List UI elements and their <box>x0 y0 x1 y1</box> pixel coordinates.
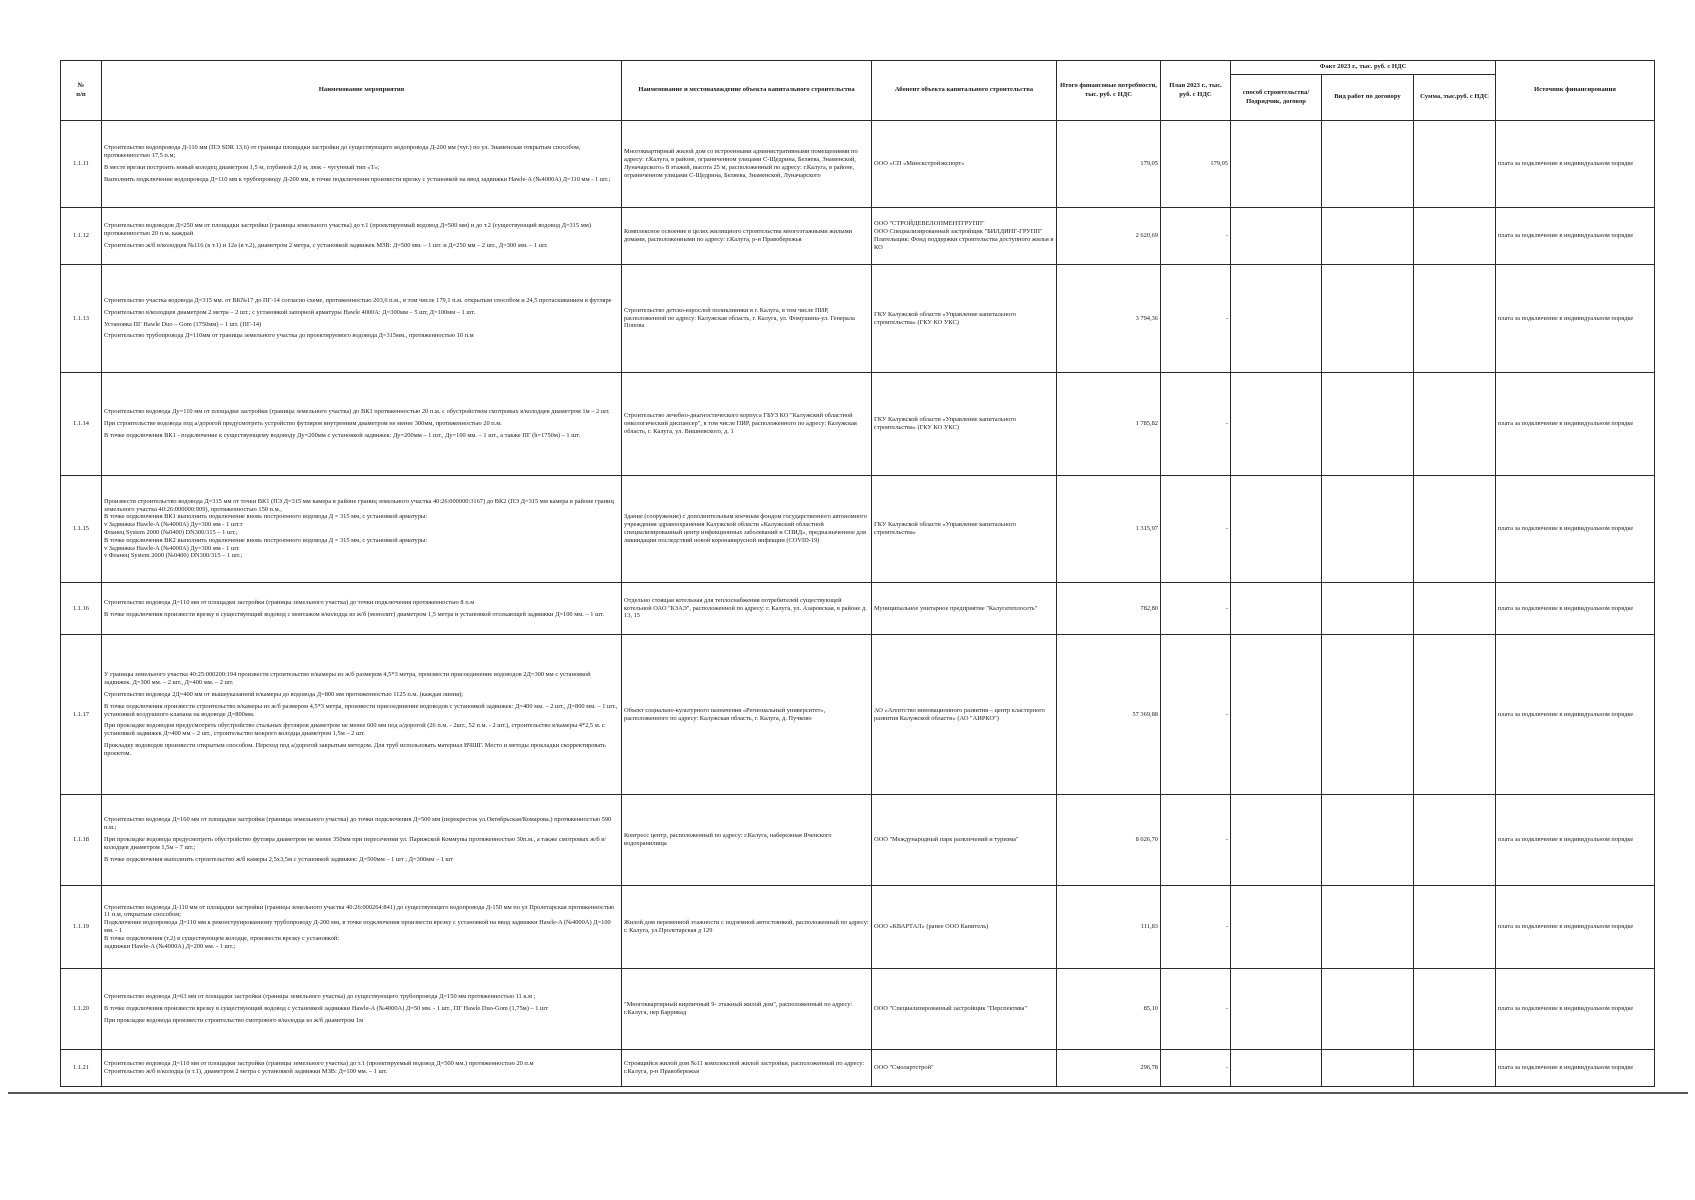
funding-source: плата за подключение в индивидуальном порядке <box>1496 635 1655 795</box>
event-description <box>102 373 622 476</box>
object-description: "Многоквартирный кирпичный 9- этажный жилой дом", расположенный по адресу: г.Калуга, пер Баррикад <box>622 969 872 1050</box>
event-paragraph: Строительство водовода Д=110 мм от площадки застройки (границы земельного участка) до точки подключения протяженностью 8 п.м <box>104 598 475 606</box>
subscriber-name: ООО «СП «Минскстройэкспорт» <box>872 121 1057 208</box>
event-paragraph: Строительство водоводов Д=250 мм от площадки застройки (границы земельного участка) до т.1 (проектируемый водовод Д=500 мм) и до т.2 (существующий водовод Д=315 мм) протяженностью 20 п.м. каждый <box>104 222 591 238</box>
plan-2023-amount: - <box>1161 795 1231 886</box>
table-row <box>61 121 1655 208</box>
total-amount: 3 794,36 <box>1057 265 1161 373</box>
row-number: 1.1.21 <box>61 1050 102 1087</box>
event-paragraph: В точке подключения произвести строительство в/камеры из ж/б размером 4,5*3 метра, произвести присоединение водоводов с установкой задвижек: Д=400 мм. – 2 шт., Д=800 мм. – 1 шт., установкой воздушного клапана на водоводе Д=800мм. <box>104 702 618 718</box>
row-number: 1.1.17 <box>61 635 102 795</box>
fact-sum-cell <box>1414 265 1496 373</box>
table-row <box>61 208 1655 265</box>
funding-source: плата за подключение в индивидуальном порядке <box>1496 583 1655 635</box>
object-description: Здание (сооружение) с дополнительным коечным фондом государственного автономного учреждения здравоохранения Калужской области «Калужский областной специализированный центр инфекционных заболеваний и СПИД», предназначенное для ликвидации последствий новой коронавирусной инфекции (COVID-19) <box>622 476 872 583</box>
total-amount: 8 026,70 <box>1057 795 1161 886</box>
fact-method-cell <box>1231 208 1322 265</box>
event-paragraph: v Задвижка Hawle-A (№4000А) Ду=300 мм - 1 шт.т <box>104 521 243 529</box>
total-amount: 179,05 <box>1057 121 1161 208</box>
fact-method-cell <box>1231 795 1322 886</box>
total-amount: 85,10 <box>1057 969 1161 1050</box>
fact-sum-cell <box>1414 635 1496 795</box>
row-number: 1.1.16 <box>61 583 102 635</box>
event-paragraph: Строительство водовода Ду=110 мм от площадки застройки (границы земельного участка) до ВК1 протяженностью 20 п.м. с обустройством смотровых в/колодцев диаметром 1м – 2 шт. <box>104 408 610 416</box>
event-paragraph: Строительство ж/б в/колодцев №116 (в т.1) и 12а (в т.2), диаметром 2 метра, с установкой задвижек МЗВ: Д=500 мм. – 1 шт. и Д=250 мм – 2 шт., Д=300 мм. – 1 шт. <box>104 241 548 249</box>
event-description <box>102 795 622 886</box>
subscriber-name: ООО "Смолартстрой" <box>872 1050 1057 1087</box>
event-description <box>102 583 622 635</box>
plan-2023-amount: - <box>1161 969 1231 1050</box>
event-paragraph: задвижки Hawle-A (№4000А) Д=200 мм. - 1 шт.; <box>104 942 236 950</box>
subscriber-name: ООО "Международный парк развлечений и туризма" <box>872 795 1057 886</box>
event-paragraph: В точке подключения ВК1 - подключение к существующему водоводу Ду=200мм с установкой задвижек: Ду=200мм – 1 шт., Ду=100 мм. – 1 шт., а также ПГ (h=1750м) – 1 шт. <box>104 431 581 439</box>
subscriber-name: ООО "Специализированный застройщик "Перспектива" <box>872 969 1057 1050</box>
event-description <box>102 1050 622 1087</box>
event-paragraph: Установка ПГ Hawle Duo – Gom (1750мм) – 1 шт. (ПГ-14) <box>104 320 262 328</box>
header-plan: План 2023 г., тыс. руб. с НДС <box>1161 61 1231 121</box>
event-description <box>102 208 622 265</box>
object-description: Жилой дом переменной этажности с подземной автостоянкой, расположенный по адресу: г. Калуга, ул.Пролетарская д 129 <box>622 886 872 969</box>
plan-2023-amount: - <box>1161 265 1231 373</box>
row-number: 1.1.19 <box>61 886 102 969</box>
object-description: Строящийся жилой дом №11 комплексной жилой застройки, расположенный по адресу: г.Калуга, р-н Правобережья <box>622 1050 872 1087</box>
fact-method-cell <box>1231 635 1322 795</box>
funding-source: плата за подключение в индивидуальном порядке <box>1496 265 1655 373</box>
fact-method-cell <box>1231 476 1322 583</box>
row-number: 1.1.18 <box>61 795 102 886</box>
event-paragraph: Строительство участка водовода Д=315 мм. от ВК№17 до ПГ-14 согласно схеме, протяженностью 203,6 п.м., в том числе 179,1 п.м. открытым способом и 24,5 протаскиванием в футляре <box>104 296 612 304</box>
object-description: Многоквартирный жилой дом со встроенными административными помещениями по адресу: г.Калуга, в районе, ограниченном улицами С-Щедрина, Беляева, Знаменской, Луначарского» 8 этажей, высота 25 м, расположенный по адресу: г.Калуга, в районе, ограниченном улицами С-Щедрина, Беляева, Знаменской, Луначарского <box>622 121 872 208</box>
fact-sum-cell <box>1414 121 1496 208</box>
header-fact-works: Вид работ по договору <box>1322 75 1414 121</box>
table-row <box>61 373 1655 476</box>
fact-sum-cell <box>1414 583 1496 635</box>
fact-method-cell <box>1231 886 1322 969</box>
event-paragraph: У границы земельного участка 40:25:000200:194 произвести строительство в/камеры из ж/б размером 4,5*3 метра, произвести присоединение водоводов 2Д=300 мм с установкой задвижек. Д=300 мм. – 2 шт., Д=400 мм. – 2 шт. <box>104 671 591 687</box>
funding-source: плата за подключение в индивидуальном порядке <box>1496 886 1655 969</box>
event-paragraph: При прокладке водовода произвести строительство смотрового в/колодца из ж/б диаметром 1м <box>104 1016 364 1024</box>
row-number: 1.1.20 <box>61 969 102 1050</box>
event-paragraph: Строительство водовода Д-110 мм от площадки застройки (границы земельного участка 40:26:000264:841) до существующего водопровода Д-150 мм по ул Пролетарская протяженностью 11 п.м, открытым способом; <box>104 903 615 919</box>
fact-works-cell <box>1322 476 1414 583</box>
event-paragraph: Строительство водовода Д=110 мм от площадки застройки (границы земельного участка) до т.1 (проектируемый водовод Д=500 мм.) протяженностью 20 п.м <box>104 1060 534 1068</box>
fact-method-cell <box>1231 373 1322 476</box>
event-description <box>102 635 622 795</box>
plan-2023-amount: - <box>1161 635 1231 795</box>
subscriber-name: ГКУ Калужской области «Управление капитального строительства» <box>872 476 1057 583</box>
plan-2023-amount: - <box>1161 373 1231 476</box>
header-total: Итого финансовые потребности, тыс. руб. с НДС <box>1057 61 1161 121</box>
event-description <box>102 121 622 208</box>
total-amount: 1 315,97 <box>1057 476 1161 583</box>
event-paragraph: Строительство водовода 2Д=400 мм от вышеуказанной в/камеры до водовода Д=800 мм протяженностью 1125 п.м. (каждая линия); <box>104 690 463 698</box>
object-description: Строительство детско-взрослой поликлиники в г. Калуга, в том числе ПИР, расположенной по адресу: Калужская область, г. Калуга, ул. Фомушина-ул. Генерала Попова <box>622 265 872 373</box>
header-fact-group: Факт 2023 г., тыс. руб. с НДС <box>1231 61 1496 75</box>
object-description: Объект социально-культурного назначения «Региональный университет», расположенного по адресу: Калужская область, г. Калуга, д. Пучково <box>622 635 872 795</box>
event-paragraph: При прокладке водовода предусмотреть обустройство футляра диаметром не менее 350мм при пересечении ул. Парижской Коммуны протяженностью 30п.м., а также смотровых ж/б в/колодцев диаметром 1,5м – 7 шт.; <box>104 836 607 851</box>
row-number: 1.1.14 <box>61 373 102 476</box>
event-paragraph: Произвести строительство водовода Д=315 мм от точки ВК1 (ПЭ Д=315 мм камера в районе границ земельного участка 40:26:000000:3167) до ВК2 (ПЭ Д=315 мм камера в районе границ земельного участка 40:26:000000:909), протяженностью 150 п.м., <box>104 497 614 513</box>
object-description: Конгресс центр, расположенный по адресу: г.Калуга, набережная Яченского водохранилища <box>622 795 872 886</box>
subscriber-name: ООО "СТРОЙДЕВЕЛОПМЕНТГРУПП" ООО Специализированный застройщик "БИЛДИНГ-ГРУПП" Плательщик: Фонд поддержки строительства доступного жилья в КО <box>872 208 1057 265</box>
event-paragraph: Выполнить подключение водопровода Д=110 мм к трубопроводу Д-200 мм, в точке подключения произвести врезку с установкой на ввод задвижки Hawle-A (№4000А) Д=110 мм - 1 шт.; <box>104 175 611 183</box>
table-row <box>61 795 1655 886</box>
plan-2023-amount: - <box>1161 476 1231 583</box>
funding-source: плата за подключение в индивидуальном порядке <box>1496 121 1655 208</box>
fact-works-cell <box>1322 1050 1414 1087</box>
fact-method-cell <box>1231 121 1322 208</box>
fact-method-cell <box>1231 265 1322 373</box>
table-row <box>61 635 1655 795</box>
event-paragraph: В месте врезки построить новый колодец диаметром 1,5 м, глубиной 2,0 м, люк – чугунный тип «Т»; <box>104 164 380 171</box>
fact-method-cell <box>1231 1050 1322 1087</box>
event-paragraph: В точке подключения ВК2 выполнить подключение вновь построенного водовода Д = 315 мм, с установкой арматуры: <box>104 536 427 544</box>
plan-2023-amount: 179,05 <box>1161 121 1231 208</box>
event-paragraph: В точке подключения выполнить строительство ж/б камеры 2,5х3,5м с установкой задвижек: Д=500мм – 1 шт ; Д=300мм – 1 шт <box>104 855 454 863</box>
plan-2023-amount: - <box>1161 1050 1231 1087</box>
event-paragraph: Строительство водовода Д=63 мм от площадки застройки (границы земельного участка) до существующего трубопровода Д=150 мм протяженностью 11 к.м ; <box>104 993 536 1001</box>
plan-2023-amount: - <box>1161 583 1231 635</box>
fact-works-cell <box>1322 886 1414 969</box>
fact-sum-cell <box>1414 208 1496 265</box>
plan-2023-amount: - <box>1161 886 1231 969</box>
event-description <box>102 265 622 373</box>
fact-works-cell <box>1322 635 1414 795</box>
header-subscriber: Абонент объекта капитального строительства <box>872 61 1057 121</box>
fact-sum-cell <box>1414 1050 1496 1087</box>
row-number: 1.1.12 <box>61 208 102 265</box>
page-bottom-rule <box>8 1092 1688 1094</box>
fact-works-cell <box>1322 373 1414 476</box>
row-number: 1.1.13 <box>61 265 102 373</box>
event-paragraph: В точке подключения ВК1 выполнить подключение вновь построенного водовода Д = 315 мм, с установкой арматуры: <box>104 513 427 521</box>
fact-sum-cell <box>1414 476 1496 583</box>
object-description: Отдельно стоящая котельная для теплоснабжения потребителей существующей котельной ОАО "КЗАЭ", расположенной по адресу: г. Калуга, ул. Азаровская, в районе д. 13, 15 <box>622 583 872 635</box>
event-paragraph: В точке подключения (т.2) в существующем колодце, произвести врезку с установкой: <box>104 934 339 942</box>
subscriber-name: АО «Агентство инновационного развития – центр кластерного развития Калужской области» (АО "АИРКО") <box>872 635 1057 795</box>
table-row <box>61 886 1655 969</box>
fact-works-cell <box>1322 208 1414 265</box>
event-paragraph: Строительство ж/б в/колодца (в т.1), диаметром 2 метра с установкой задвижки МЗВ: Д=100 мм. – 1 шт. <box>104 1068 388 1075</box>
fact-sum-cell <box>1414 969 1496 1050</box>
event-paragraph: При строительстве водовода под а/дорогой предусмотреть устройство футляров внутренним диаметром не менее 300мм, протяженностью 20 п.м. <box>104 420 502 428</box>
funding-source: плата за подключение в индивидуальном порядке <box>1496 208 1655 265</box>
funding-source: плата за подключение в индивидуальном порядке <box>1496 373 1655 476</box>
fact-sum-cell <box>1414 373 1496 476</box>
total-amount: 111,83 <box>1057 886 1161 969</box>
row-number: 1.1.11 <box>61 121 102 208</box>
header-source: Источник финансирования <box>1496 61 1655 121</box>
fact-method-cell <box>1231 583 1322 635</box>
table-row <box>61 476 1655 583</box>
event-paragraph: Подключение водопровода Д=110 мм к реконструированному трубопроводу Д-200 мм, в точке подключения произвести врезку с установкой на ввод задвижки Hawle-A (№4000А) Д=100 мм. - 1 <box>104 919 611 934</box>
subscriber-name: ГКУ Калужской области «Управление капитального строительства» (ГКУ КО УКС) <box>872 373 1057 476</box>
event-paragraph: v Фланец System 2000 (№0400) DN300/315 – 1 шт.; <box>104 552 243 560</box>
event-paragraph: Строительство трубопровода Д=110мм от границы земельного участка до проектируемого водовода Д=315мм., протяженностью 10 п.м <box>104 332 474 340</box>
event-paragraph: v Задвижка Hawle-A (№4000А) Ду=300 мм - 1 шт. <box>104 544 240 552</box>
subscriber-name: ООО «КВАРТАЛ» (ранее ООО Капитель) <box>872 886 1057 969</box>
fact-sum-cell <box>1414 795 1496 886</box>
event-paragraph: В точке подключения произвести врезку в существующий водовод с монтажом в/колодца из ж/б (монолит) диаметром 1,5 метра и установкой отсекающей задвижки Д=100 мм. – 1 шт. <box>104 610 604 618</box>
funding-source: плата за подключение в индивидуальном порядке <box>1496 795 1655 886</box>
event-description <box>102 969 622 1050</box>
object-description: Строительство лечебно-диагностического корпуса ГБУЗ КО "Калужский областной онкологический диспансер", в том числе ПИР, расположенного по адресу: Калужская область, г. Калуга, ул. Вишневского, д. 1 <box>622 373 872 476</box>
fact-works-cell <box>1322 969 1414 1050</box>
header-event: Наименование мероприятия <box>102 61 622 121</box>
funding-source: плата за подключение в индивидуальном порядке <box>1496 476 1655 583</box>
total-amount: 57 369,88 <box>1057 635 1161 795</box>
funding-source: плата за подключение в индивидуальном порядке <box>1496 1050 1655 1087</box>
event-paragraph: При прокладке водоводов предусмотреть обустройство стальных футляров диаметром не менее 600 мм под а/дорогой (26 п.м. - 2шт., 52 п.м. - 2 шт.), строительство в/камеры 4*2,5 м. с установкой задвижек Д=400 мм – 2 шт., строительство мокрого колодца диаметром 1,5м – 2 шт. <box>104 722 605 738</box>
plan-2023-amount: - <box>1161 208 1231 265</box>
header-object: Наименование и местонахождение объекта капитального строительства <box>622 61 872 121</box>
fact-method-cell <box>1231 969 1322 1050</box>
header-no: № п/п <box>61 61 102 121</box>
table-body <box>61 121 1655 1087</box>
header-fact-sum: Сумма, тыс.руб. с НДС <box>1414 75 1496 121</box>
subscriber-name: Муниципальное унитарное предприятие "Калугатеплосеть" <box>872 583 1057 635</box>
total-amount: 296,78 <box>1057 1050 1161 1087</box>
event-paragraph: Строительство водовода Д=160 мм от площадки застройки (границы земельного участка) до точки подключения Д=500 мм (перекресток ул.Октябрьская/Комарова.) протяженностью 590 п.м.; <box>104 816 612 832</box>
table-header <box>61 61 1655 121</box>
fact-works-cell <box>1322 265 1414 373</box>
funding-source: плата за подключение в индивидуальном порядке <box>1496 969 1655 1050</box>
event-paragraph: Прокладку водоводов произвести открытым способом. Переход под а/дорогой закрытым методом. Для труб использовать материал ВЧШГ. Место и методы прокладки скорректировать проектом. <box>104 742 606 757</box>
total-amount: 2 620,69 <box>1057 208 1161 265</box>
fact-works-cell <box>1322 795 1414 886</box>
table-row <box>61 1050 1655 1087</box>
table-row <box>61 265 1655 373</box>
table-row <box>61 583 1655 635</box>
event-paragraph: Фланец System 2000 (№0400) DN300/315 – 1 шт.; <box>104 529 238 536</box>
fact-works-cell <box>1322 583 1414 635</box>
total-amount: 782,80 <box>1057 583 1161 635</box>
object-description: Комплексное освоение в целях жилищного строительства многоэтажными жилыми домами, расположенными по адресу: г.Калуга, р-н Правобережья <box>622 208 872 265</box>
table-row <box>61 969 1655 1050</box>
row-number: 1.1.15 <box>61 476 102 583</box>
event-paragraph: Строительство в/колодцев диаметром 2 метра – 2 шт.; с установкой запорной арматуры Hawle 4000А: Д=300мм – 5 шт, Д=100мм – 1 шт. <box>104 308 476 316</box>
total-amount: 1 785,82 <box>1057 373 1161 476</box>
subscriber-name: ГКУ Калужской области «Управление капитального строительства» (ГКУ КО УКС) <box>872 265 1057 373</box>
fact-sum-cell <box>1414 886 1496 969</box>
investment-program-table <box>60 60 1655 1087</box>
event-paragraph: В точке подключения произвести врезку в существующий водовод с установкой задвижки Hawle-A (№4000А) Д=50 мм. - 1 шт., ПГ Hawle Duo-Gom (1,75м) – 1 шт <box>104 1005 548 1013</box>
fact-works-cell <box>1322 121 1414 208</box>
event-description <box>102 476 622 583</box>
event-description <box>102 886 622 969</box>
event-paragraph: Строительство водопровода Д-110 мм (ПЭ SDR 13,6) от границы площадки застройки до существующего водопровода Д-200 мм (чуг.) по ул. Знаменская открытым способом, протяженностью 17,5 п.м; <box>104 144 581 160</box>
header-fact-method: способ строительства/ Подрядчик, договор <box>1231 75 1322 121</box>
